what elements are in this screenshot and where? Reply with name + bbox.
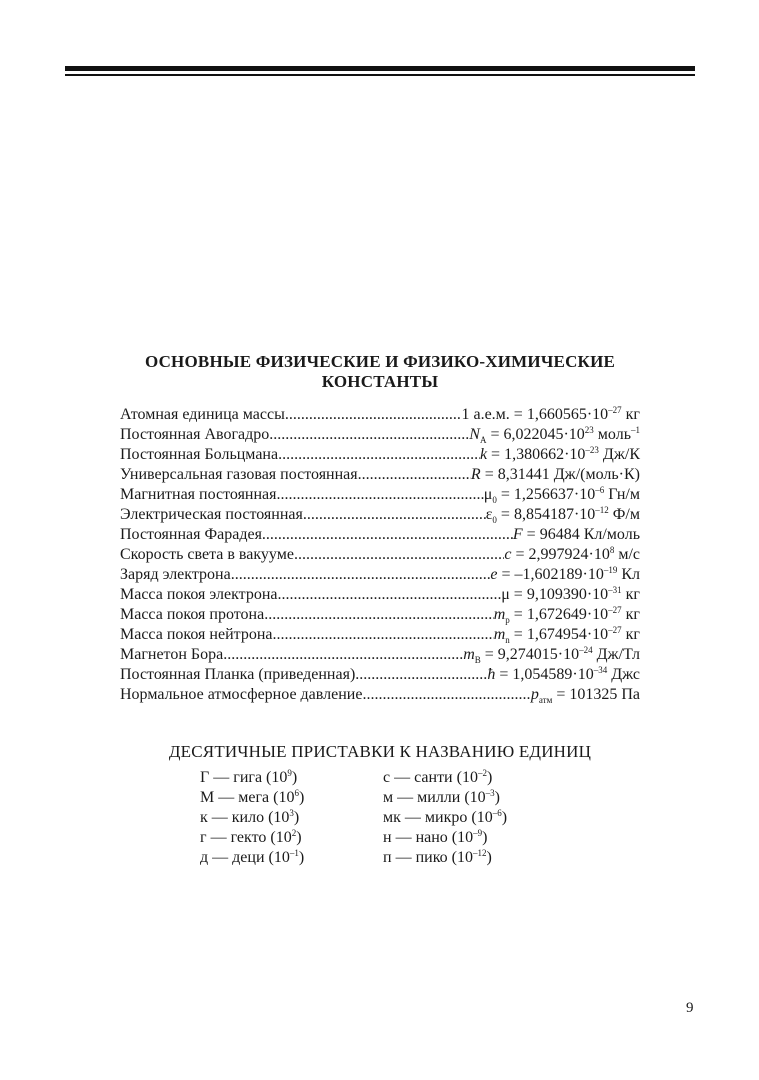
constant-row: [120, 686, 640, 706]
prefix-text: Г — гига (10: [200, 769, 288, 786]
prefix-text: м — милли (10: [383, 789, 486, 806]
prefix-close: ): [494, 789, 500, 806]
constant-exponent: –19: [603, 565, 618, 575]
prefix-item: [383, 809, 573, 829]
prefixes-table: [200, 769, 580, 869]
prefix-exponent: 6: [294, 788, 299, 798]
prefix-close: ): [486, 849, 492, 866]
constant-unit: Джс: [607, 666, 640, 683]
prefix-close: ): [296, 829, 302, 846]
dot-leader: [294, 546, 504, 564]
constant-exponent: –27: [608, 625, 622, 635]
dot-leader: [303, 506, 486, 524]
prefix-exponent: 9: [287, 768, 292, 778]
dot-leader: [278, 446, 480, 464]
prefix-text: М — мега (10: [200, 789, 295, 806]
constant-symbol: N: [469, 426, 480, 443]
constant-unit: кг: [621, 606, 640, 623]
constant-subscript: атм: [538, 695, 553, 705]
prefix-close: ): [293, 809, 300, 826]
constant-value: [480, 446, 640, 464]
dot-leader: [223, 646, 463, 664]
constant-row: [120, 426, 640, 446]
prefix-text: д — деци (10: [200, 849, 290, 866]
prefix-close: ): [482, 829, 488, 846]
constant-name: Магнитная постоянная: [120, 486, 277, 503]
page-title-line1: ОСНОВНЫЕ ФИЗИЧЕСКИЕ И ФИЗИКО-ХИМИЧЕСКИЕ: [144, 352, 616, 371]
constant-value: [487, 666, 640, 684]
constant-subscript: p: [505, 615, 510, 625]
constant-equation: = 1,672649·10: [509, 606, 609, 623]
constants-list: [120, 406, 640, 706]
constant-name: Постоянная Фарадея: [120, 526, 262, 543]
prefix-item: [383, 769, 573, 789]
constant-symbol: μ: [483, 486, 493, 503]
prefix-text: к — кило (10: [200, 809, 290, 826]
dot-leader: [269, 426, 469, 444]
constant-unit: Гн/м: [604, 486, 640, 503]
constant-name: Атомная единица массы: [120, 406, 285, 423]
constant-unit: Дж/К: [598, 446, 640, 463]
constant-unit: кг: [621, 586, 640, 603]
dot-leader: [362, 686, 530, 704]
prefix-item: [383, 849, 573, 869]
prefix-close: ): [298, 849, 305, 866]
constant-row: [120, 506, 640, 526]
prefix-text: н — нано (10: [383, 829, 474, 846]
constant-unit: Ф/м: [608, 506, 640, 523]
prefix-item: [383, 789, 573, 809]
prefix-item: [200, 789, 383, 809]
constant-row: [120, 646, 640, 666]
prefix-text: п — пико (10: [383, 849, 473, 866]
constant-name: Постоянная Больцмана: [120, 446, 279, 463]
constant-name: Нормальное атмосферное давление: [120, 686, 363, 703]
constant-symbol: m: [463, 646, 475, 663]
constant-equation: = 1,054589·10: [495, 666, 594, 683]
constant-symbol: e: [490, 566, 498, 583]
constant-equation: = 6,022045·10: [486, 426, 585, 443]
constant-symbol: μ: [501, 586, 510, 603]
constant-symbol: p: [530, 686, 539, 703]
prefix-text: мк — микро (10: [383, 809, 493, 826]
constant-subscript: 0: [492, 515, 497, 525]
constant-exponent: –27: [608, 605, 622, 615]
constant-equation: = 8,31441 Дж/(моль·К): [480, 466, 640, 483]
dot-leader: [285, 406, 462, 424]
constant-subscript: n: [505, 635, 510, 645]
prefix-exponent: –9: [473, 828, 483, 838]
constant-subscript: 0: [492, 495, 497, 505]
constant-equation: = 2,997924·10: [511, 546, 610, 563]
constant-value: [513, 526, 640, 544]
constant-unit-exponent: –1: [631, 425, 640, 435]
constant-equation: = 1,674954·10: [509, 626, 609, 643]
constant-equation: = 9,274015·10: [480, 646, 580, 663]
constant-symbol: F: [512, 526, 523, 543]
constant-value: [504, 546, 640, 564]
prefix-item: [200, 809, 383, 829]
prefix-exponent: 2: [291, 828, 297, 838]
constant-value: [490, 566, 640, 584]
constant-value: [463, 646, 640, 664]
dot-leader: [358, 466, 471, 484]
prefix-exponent: 3: [289, 808, 294, 818]
constant-equation: = 1,256637·10: [496, 486, 596, 503]
constant-equation: = 8,854187·10: [496, 506, 596, 523]
constant-value: [494, 626, 640, 644]
page-title: [110, 352, 650, 392]
constant-unit: Кл: [617, 566, 640, 583]
constant-row: [120, 586, 640, 606]
constant-equation: = –1,602189·10: [497, 566, 604, 583]
constant-symbol: ħ: [487, 666, 496, 683]
constant-name: Заряд электрона: [120, 566, 231, 583]
constant-equation: = 96484 Кл/моль: [522, 526, 640, 543]
constant-value: [531, 686, 640, 704]
prefix-exponent: –1: [289, 848, 299, 858]
prefix-item: [200, 849, 383, 869]
constant-name: Универсальная газовая постоянная: [120, 466, 358, 483]
constant-value: [471, 466, 640, 484]
constant-name: Масса покоя протона: [120, 606, 265, 623]
constant-subscript: B: [474, 655, 481, 665]
constant-exponent: –23: [585, 445, 599, 455]
prefix-close: ): [298, 789, 305, 806]
constant-exponent: –24: [579, 645, 593, 655]
constant-symbol: m: [493, 626, 506, 643]
constant-equation: = 9,109390·10: [509, 586, 609, 603]
constant-name: Электрическая постоянная: [120, 506, 303, 523]
dot-leader: [272, 626, 493, 644]
constant-symbol: c: [504, 546, 512, 563]
prefix-item: [200, 829, 383, 849]
constant-row: [120, 666, 640, 686]
constant-row: [120, 486, 640, 506]
prefix-exponent: –2: [477, 768, 487, 778]
constant-row: [120, 406, 640, 426]
prefix-item: [200, 769, 383, 789]
constant-value: [501, 586, 640, 604]
constant-equation: = 1,660565·10: [509, 406, 609, 423]
header-rule-thin: [65, 74, 695, 76]
prefix-item: [383, 829, 573, 849]
dot-leader: [277, 586, 501, 604]
constant-unit: моль: [593, 426, 631, 443]
constant-value: [494, 606, 640, 624]
constant-exponent: 23: [584, 425, 594, 435]
constant-exponent: –6: [595, 485, 605, 495]
dot-leader: [264, 606, 494, 624]
prefix-text: с — санти (10: [383, 769, 478, 786]
constant-unit: м/с: [614, 546, 640, 563]
constant-row: [120, 466, 640, 486]
constant-row: [120, 446, 640, 466]
dot-leader: [231, 566, 491, 584]
constant-value: [469, 426, 640, 444]
prefix-exponent: –3: [485, 788, 495, 798]
constant-row: [120, 566, 640, 586]
prefix-exponent: –12: [472, 848, 487, 858]
constant-value: [486, 506, 640, 524]
constant-exponent: 8: [609, 545, 615, 555]
constant-value: [484, 486, 640, 504]
prefixes-title: ДЕСЯТИЧНЫЕ ПРИСТАВКИ К НАЗВАНИЮ ЕДИНИЦ: [168, 742, 592, 761]
constant-exponent: –27: [608, 405, 622, 415]
header-rule-thick: [65, 66, 695, 71]
prefix-close: ): [486, 769, 493, 786]
constant-symbol: m: [493, 606, 506, 623]
constant-name: Магнетон Бора: [120, 646, 224, 663]
constant-name: Масса покоя нейтрона: [120, 626, 273, 643]
prefix-close: ): [291, 769, 298, 786]
dot-leader: [355, 666, 487, 684]
constant-equation: = 1,380662·10: [487, 446, 586, 463]
dot-leader: [277, 486, 484, 504]
constant-exponent: –34: [593, 665, 608, 675]
constant-name: Постоянная Планка (приведенная): [120, 666, 356, 683]
constant-symbol: ε: [485, 506, 493, 523]
page-title-line2: КОНСТАНТЫ: [321, 372, 439, 391]
page-number: 9: [686, 1000, 694, 1016]
constant-exponent: –12: [595, 505, 609, 515]
constant-name: Постоянная Авогадро: [120, 426, 270, 443]
prefix-text: г — гекто (10: [200, 829, 292, 846]
constant-value: [461, 406, 640, 424]
constant-unit: кг: [621, 406, 640, 423]
constant-name: Скорость света в вакууме: [120, 546, 294, 563]
constant-symbol: k: [479, 446, 488, 463]
prefix-close: ): [501, 809, 508, 826]
prefix-exponent: –6: [492, 808, 502, 818]
constant-row: [120, 546, 640, 566]
constant-unit: Дж/Тл: [592, 646, 640, 663]
constant-symbol: 1 а.е.м.: [461, 406, 510, 423]
constant-row: [120, 526, 640, 546]
dot-leader: [262, 526, 513, 544]
constant-symbol: R: [470, 466, 481, 483]
constant-subscript: A: [479, 435, 487, 445]
constant-row: [120, 606, 640, 626]
constant-unit: кг: [621, 626, 640, 643]
constant-equation: = 101325 Па: [552, 686, 640, 703]
constant-name: Масса покоя электрона: [120, 586, 278, 603]
constant-row: [120, 626, 640, 646]
constant-exponent: –31: [608, 585, 622, 595]
